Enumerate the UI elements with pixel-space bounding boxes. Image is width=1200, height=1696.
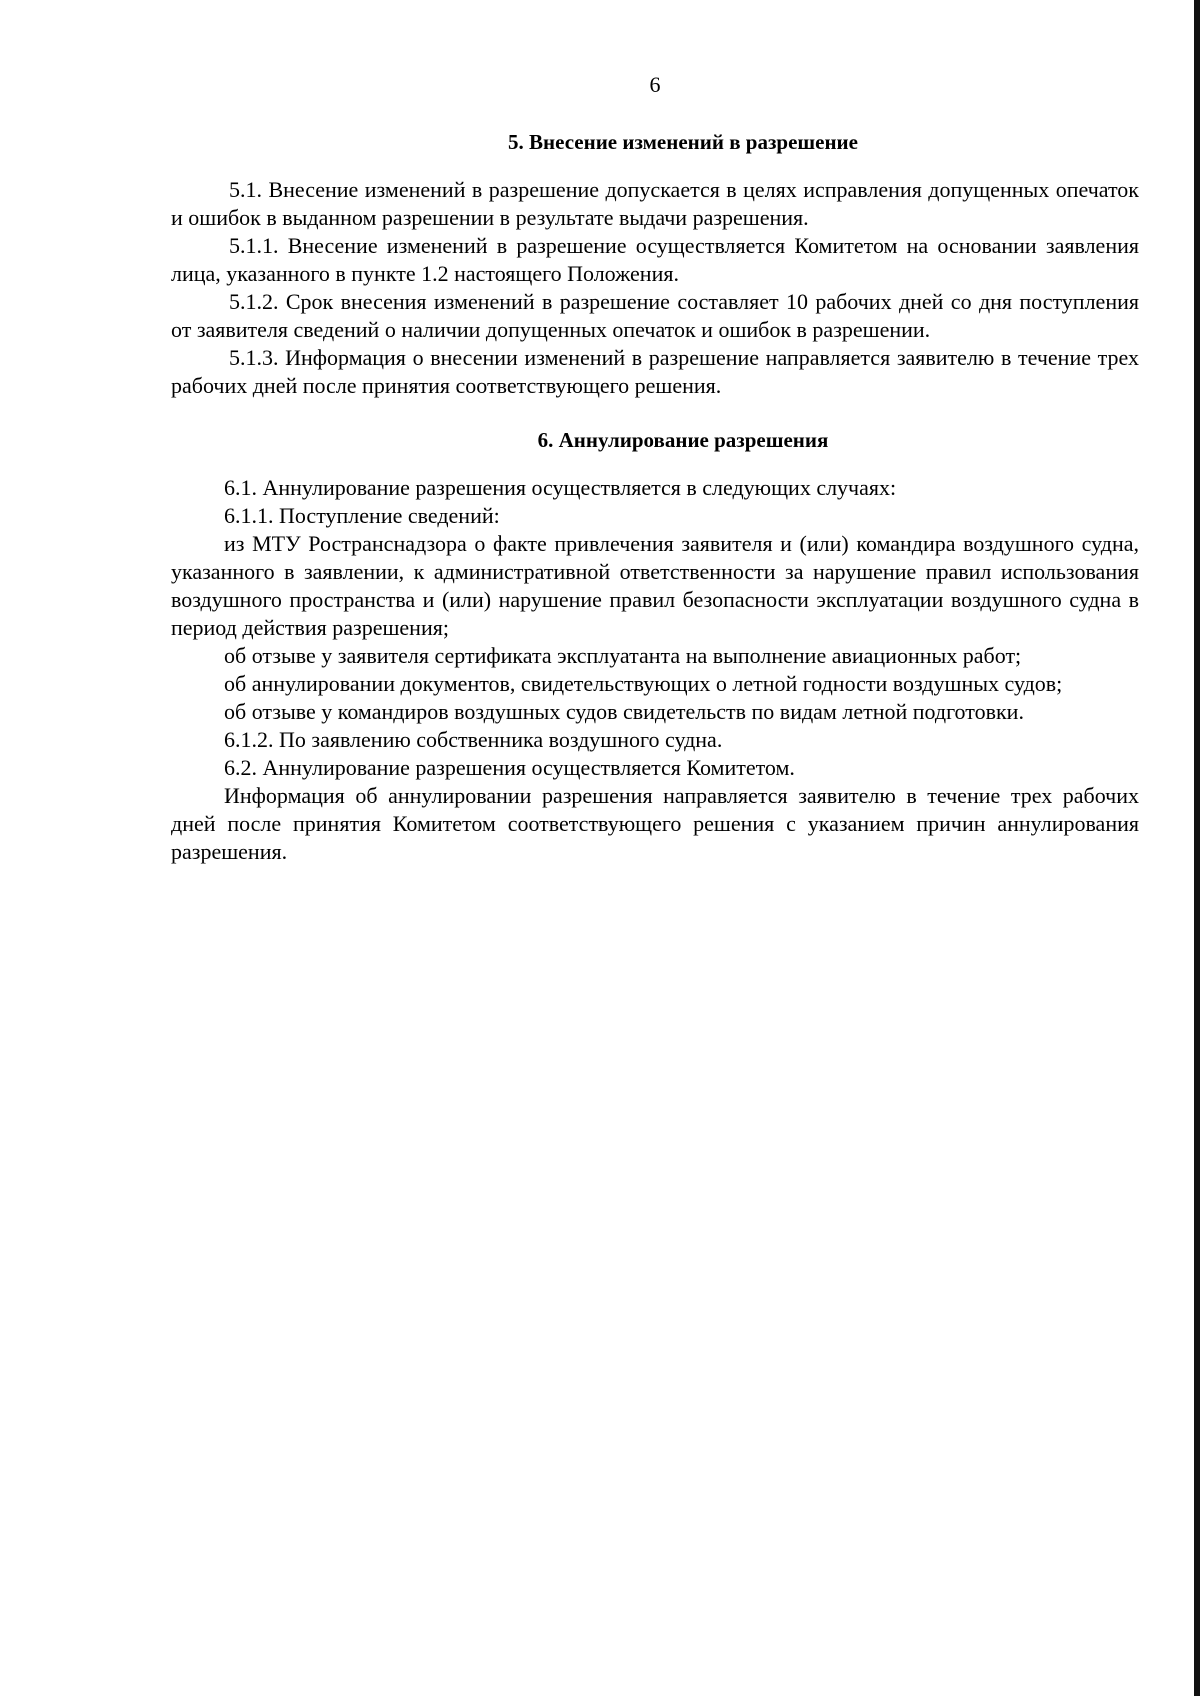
paragraph-5-1: 5.1. Внесение изменений в разрешение допускается в целях исправления допущенных опечаток и ошибок в выданном разрешении в результате выдачи разрешения. (171, 177, 1139, 230)
paragraph-6-1-1-airworthiness: об аннулировании документов, свидетельствующих о летной годности воздушных судов; (224, 671, 1063, 696)
paragraph-5-1-1: 5.1.1. Внесение изменений в разрешение осуществляется Комитетом на основании заявления лица, указанного в пункте 1.2 настоящего Положения. (171, 233, 1139, 286)
page-number: 6 (649, 72, 661, 97)
paragraph-6-2-info: Информация об аннулировании разрешения направляется заявителю в течение трех рабочих дней после принятия Комитетом соответствующего решения с указанием причин аннулирования разрешения. (171, 783, 1139, 864)
document-body (171, 128, 1139, 866)
section-6-title: 6. Аннулирование разрешения (537, 428, 829, 452)
scan-edge (1194, 0, 1200, 1696)
paragraph-5-1-3: 5.1.3. Информация о внесении изменений в разрешение направляется заявителю в течение трех рабочих дней после принятия соответствующего решения. (171, 345, 1139, 398)
section-5-title: 5. Внесение изменений в разрешение (508, 130, 858, 154)
paragraph-6-1-2: 6.1.2. По заявлению собственника воздушного судна. (224, 727, 723, 752)
paragraph-6-1-1: 6.1.1. Поступление сведений: (224, 503, 500, 528)
paragraph-6-1-1-mtu: из МТУ Ространснадзора о факте привлечения заявителя и (или) командира воздушного судна, указанного в заявлении, к административной ответственности за нарушение правил использования воздушного пространства и (или) нарушение правил безопасности эксплуатации воздушного судна в период действия разрешения; (171, 531, 1139, 640)
paragraph-6-1-1-pilots: об отзыве у командиров воздушных судов свидетельств по видам летной подготовки. (224, 699, 1024, 724)
paragraph-6-1-1-certificate: об отзыве у заявителя сертификата эксплуатанта на выполнение авиационных работ; (224, 643, 1022, 668)
paragraph-6-2: 6.2. Аннулирование разрешения осуществляется Комитетом. (224, 755, 795, 780)
paragraph-5-1-2: 5.1.2. Срок внесения изменений в разрешение составляет 10 рабочих дней со дня поступления от заявителя сведений о наличии допущенных опечаток и ошибок в разрешении. (171, 289, 1139, 342)
paragraph-6-1: 6.1. Аннулирование разрешения осуществляется в следующих случаях: (224, 475, 897, 500)
